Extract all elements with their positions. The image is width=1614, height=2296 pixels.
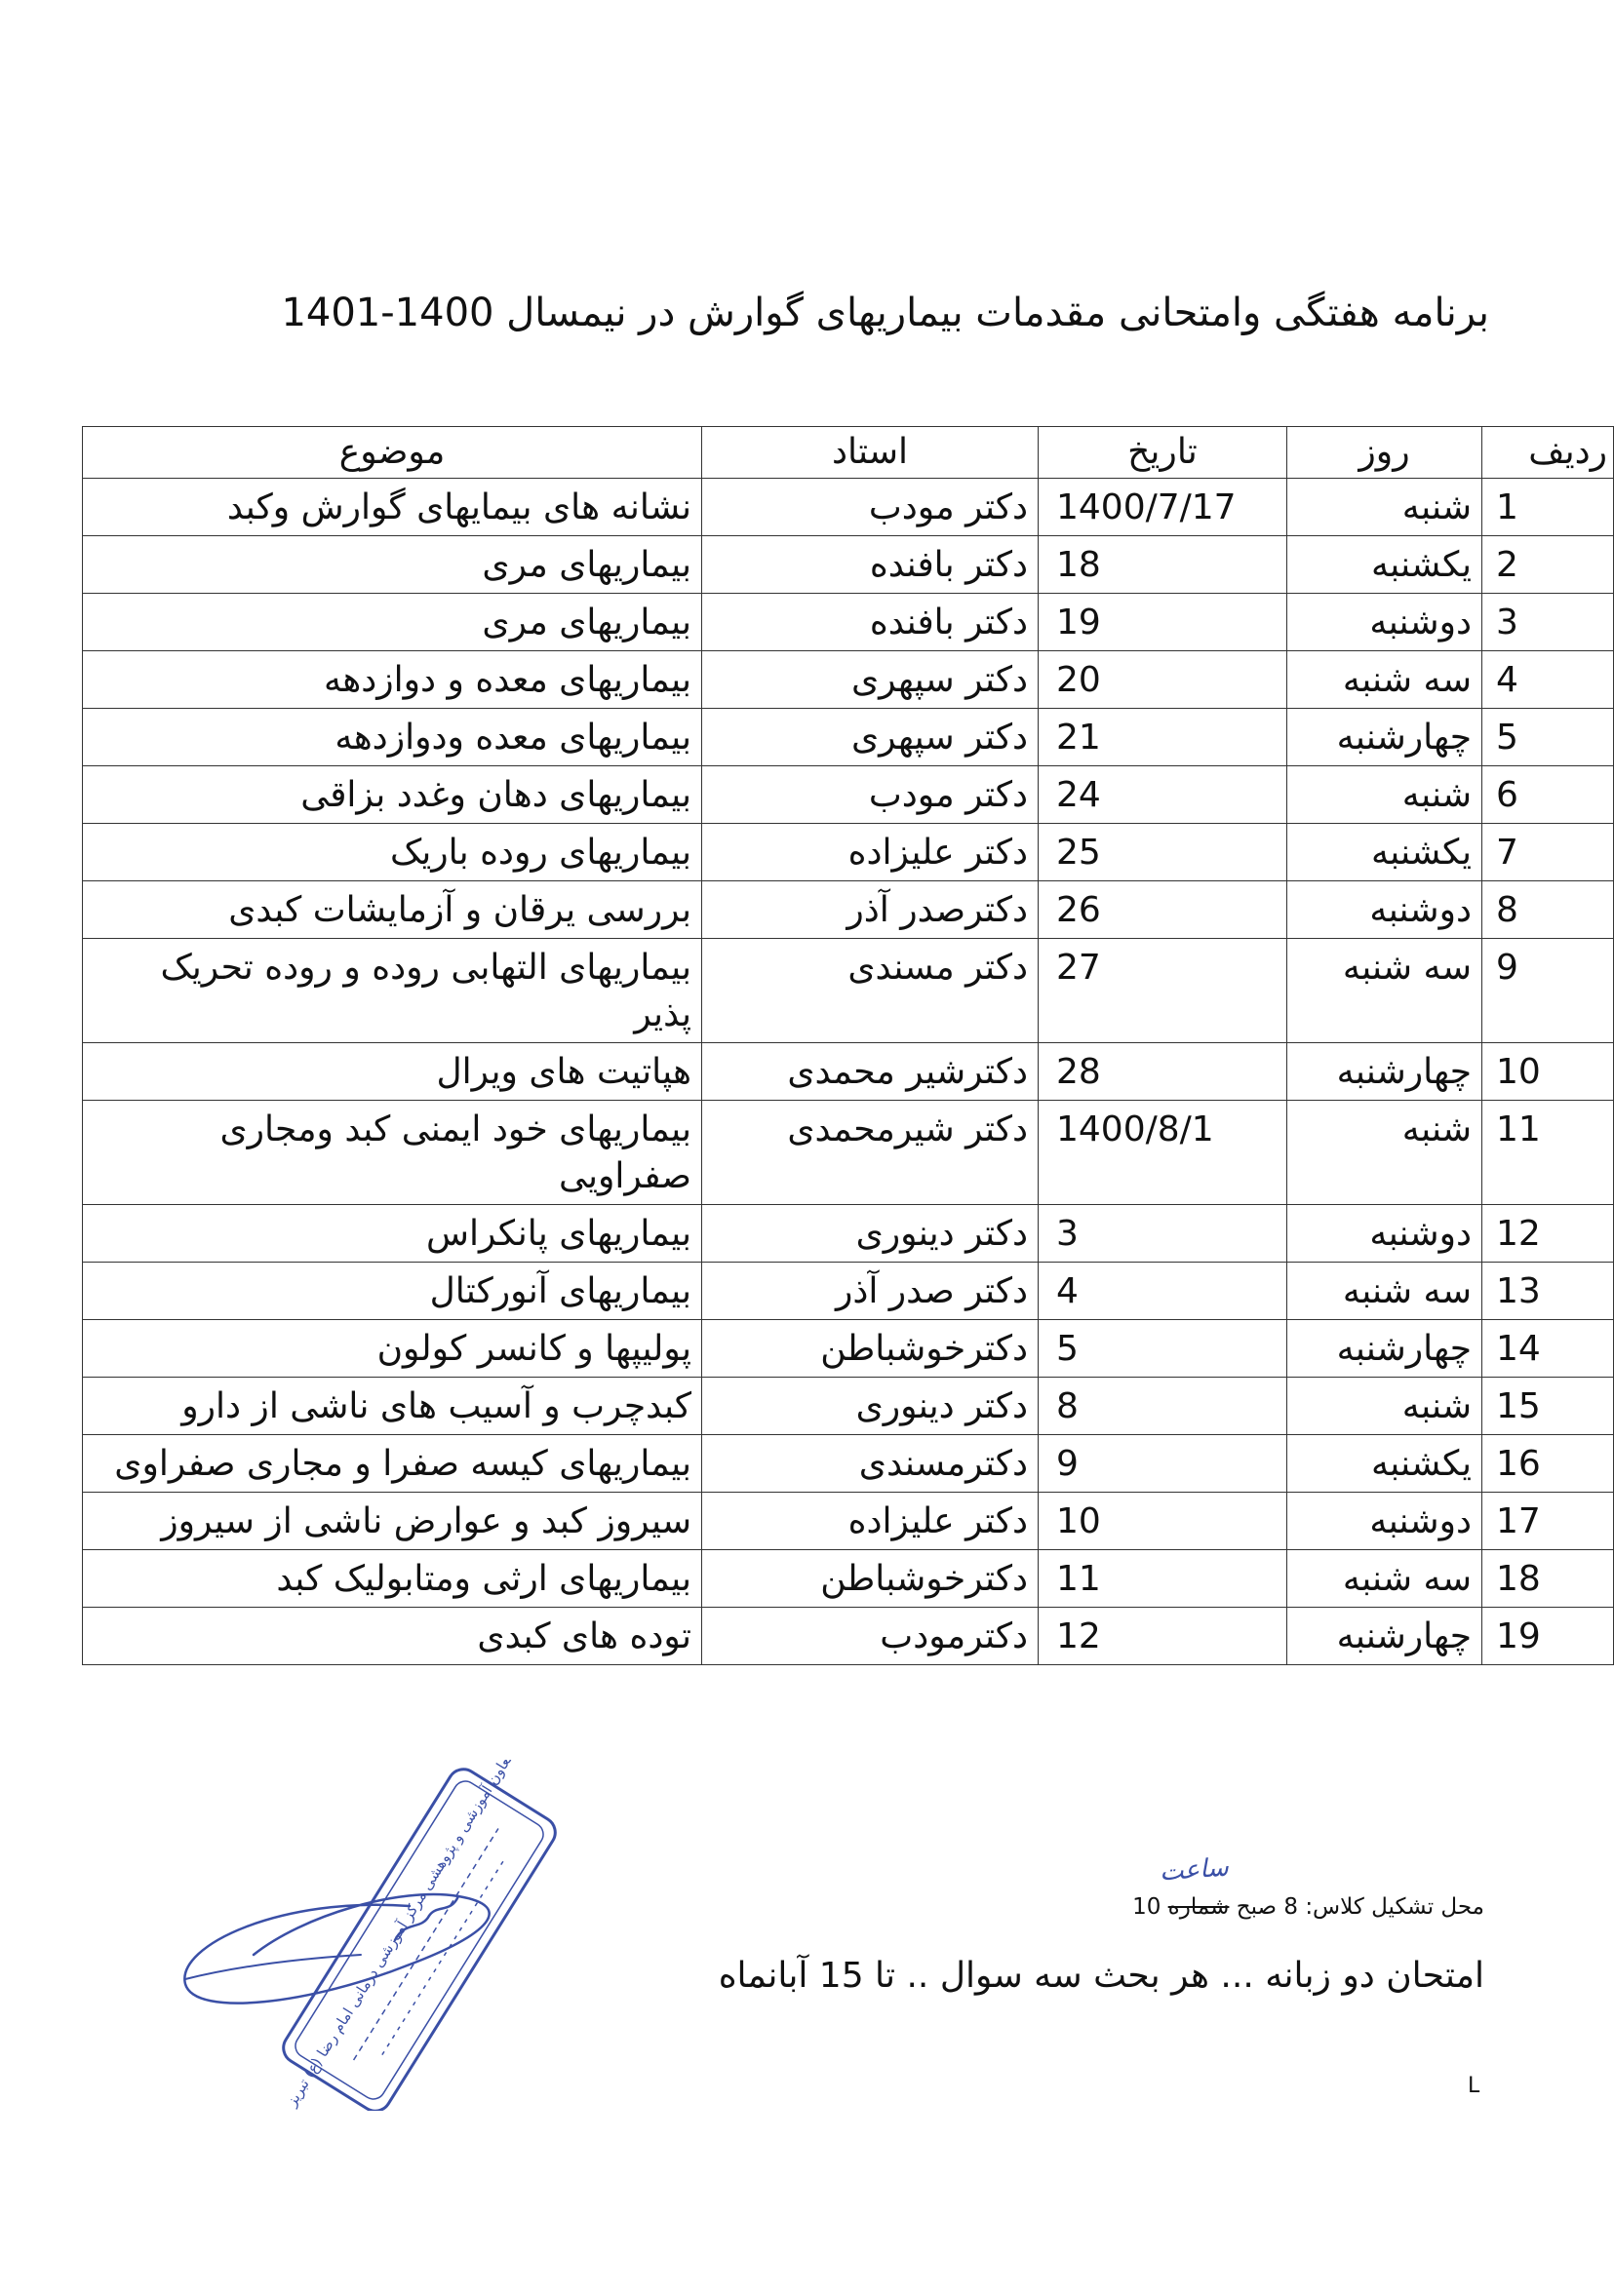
table-row xyxy=(83,536,1614,594)
cell-topic: بیماریهای خود ایمنی کبد ومجاری صفراویی xyxy=(83,1101,702,1205)
cell-day: شنبه xyxy=(1287,1378,1482,1435)
cell-date: 21 xyxy=(1039,709,1287,766)
cell-teacher: دکترخوشباطن xyxy=(702,1550,1039,1608)
cell-topic: بیماریهای کیسه صفرا و مجاری صفراوی xyxy=(83,1435,702,1493)
cell-topic: نشانه های بیمایهای گوارش وکبد xyxy=(83,479,702,536)
header-date: تاریخ xyxy=(1039,427,1287,479)
cell-teacher: دکتر دینوری xyxy=(702,1205,1039,1263)
cell-date: 1400/8/1 xyxy=(1039,1101,1287,1205)
cell-day: چهارشنبه xyxy=(1287,709,1482,766)
cell-topic: بیماریهای آنورکتال xyxy=(83,1263,702,1320)
cell-row-number: 6 xyxy=(1482,766,1614,824)
cell-day: شنبه xyxy=(1287,766,1482,824)
cell-teacher: دکتر مودب xyxy=(702,479,1039,536)
class-location xyxy=(1132,1892,1484,1922)
table-row xyxy=(83,1550,1614,1608)
cell-date: 24 xyxy=(1039,766,1287,824)
cell-row-number: 11 xyxy=(1482,1101,1614,1205)
cell-row-number: 17 xyxy=(1482,1493,1614,1550)
table-row xyxy=(83,1493,1614,1550)
cell-row-number: 16 xyxy=(1482,1435,1614,1493)
cell-day: شنبه xyxy=(1287,1101,1482,1205)
cell-teacher: دکتر علیزاده xyxy=(702,824,1039,881)
cell-date: 25 xyxy=(1039,824,1287,881)
cell-teacher: دکترخوشباطن xyxy=(702,1320,1039,1378)
cell-day: چهارشنبه xyxy=(1287,1608,1482,1665)
cell-topic: بیماریهای مری xyxy=(83,536,702,594)
header-row-number: ردیف xyxy=(1482,427,1614,479)
cell-topic: بیماریهای مری xyxy=(83,594,702,651)
cell-teacher: دکتر بافنده xyxy=(702,594,1039,651)
cell-day: دوشنبه xyxy=(1287,1493,1482,1550)
cell-teacher: دکتر دینوری xyxy=(702,1378,1039,1435)
cell-teacher: دکتر مسندی xyxy=(702,939,1039,1043)
table-row xyxy=(83,479,1614,536)
cell-date: 20 xyxy=(1039,651,1287,709)
cell-day: سه شنبه xyxy=(1287,651,1482,709)
cell-teacher: دکترمودب xyxy=(702,1608,1039,1665)
table-row xyxy=(83,709,1614,766)
cell-topic: بیماریهای التهابی روده و روده تحریک پذیر xyxy=(83,939,702,1043)
cell-teacher: دکتر سپهری xyxy=(702,709,1039,766)
cell-topic: هپاتیت های ویرال xyxy=(83,1043,702,1101)
schedule-body xyxy=(83,479,1614,1665)
class-location-number: 10 xyxy=(1132,1894,1161,1920)
cell-date: 28 xyxy=(1039,1043,1287,1101)
cell-date: 9 xyxy=(1039,1435,1287,1493)
official-stamp xyxy=(166,1760,595,2111)
table-row xyxy=(83,1435,1614,1493)
cell-day: سه شنبه xyxy=(1287,1550,1482,1608)
cell-day: سه شنبه xyxy=(1287,1263,1482,1320)
cell-row-number: 2 xyxy=(1482,536,1614,594)
table-row xyxy=(83,939,1614,1043)
cell-topic: پولیپها و کانسر کولون xyxy=(83,1320,702,1378)
table-row xyxy=(83,766,1614,824)
cell-row-number: 5 xyxy=(1482,709,1614,766)
table-row xyxy=(83,881,1614,939)
cell-teacher: دکتر مودب xyxy=(702,766,1039,824)
cell-row-number: 12 xyxy=(1482,1205,1614,1263)
cell-day: دوشنبه xyxy=(1287,881,1482,939)
exam-note: امتحان دو زبانه ... هر بحث سه سوال .. تا 15 آبانماه xyxy=(718,1956,1484,1996)
cell-day: دوشنبه xyxy=(1287,594,1482,651)
cell-row-number: 9 xyxy=(1482,939,1614,1043)
cell-teacher: دکترمسندی xyxy=(702,1435,1039,1493)
table-row xyxy=(83,1608,1614,1665)
table-row xyxy=(83,1043,1614,1101)
stamp-text: معاون آموزشی و پژوهشی مرکز آموزشی درمانی امام رضا (ع) تبریز xyxy=(282,1760,519,2110)
cell-day: دوشنبه xyxy=(1287,1205,1482,1263)
cell-day: سه شنبه xyxy=(1287,939,1482,1043)
class-location-label: محل تشکیل کلاس: xyxy=(1305,1894,1484,1920)
cell-row-number: 15 xyxy=(1482,1378,1614,1435)
cell-day: شنبه xyxy=(1287,479,1482,536)
cell-date: 8 xyxy=(1039,1378,1287,1435)
cell-topic: بیماریهای دهان وغدد بزاقی xyxy=(83,766,702,824)
table-row xyxy=(83,824,1614,881)
cell-day: یکشنبه xyxy=(1287,1435,1482,1493)
cell-date: 10 xyxy=(1039,1493,1287,1550)
cell-row-number: 19 xyxy=(1482,1608,1614,1665)
cell-row-number: 10 xyxy=(1482,1043,1614,1101)
cell-row-number: 13 xyxy=(1482,1263,1614,1320)
header-teacher: استاد xyxy=(702,427,1039,479)
cell-teacher: دکتر بافنده xyxy=(702,536,1039,594)
cell-row-number: 7 xyxy=(1482,824,1614,881)
cell-date: 12 xyxy=(1039,1608,1287,1665)
header-day: روز xyxy=(1287,427,1482,479)
table-row xyxy=(83,1378,1614,1435)
table-header-row xyxy=(83,427,1614,479)
cell-topic: توده های کبدی xyxy=(83,1608,702,1665)
cell-row-number: 18 xyxy=(1482,1550,1614,1608)
cell-row-number: 14 xyxy=(1482,1320,1614,1378)
cell-row-number: 8 xyxy=(1482,881,1614,939)
cell-day: یکشنبه xyxy=(1287,824,1482,881)
page-letter: L xyxy=(1468,2074,1480,2098)
cell-teacher: دکترصدر آذر xyxy=(702,881,1039,939)
cell-teacher: دکتر علیزاده xyxy=(702,1493,1039,1550)
cell-date: 27 xyxy=(1039,939,1287,1043)
table-row xyxy=(83,651,1614,709)
page-title: برنامه هفتگی وامتحانی مقدمات بیماریهای گوارش در نیمسال 1400-1401 xyxy=(281,291,1489,335)
cell-date: 11 xyxy=(1039,1550,1287,1608)
cell-day: چهارشنبه xyxy=(1287,1043,1482,1101)
cell-topic: بیماریهای ارثی ومتابولیک کبد xyxy=(83,1550,702,1608)
cell-teacher: دکتر سپهری xyxy=(702,651,1039,709)
cell-teacher: دکتر شیرمحمدی xyxy=(702,1101,1039,1205)
table-row xyxy=(83,1320,1614,1378)
cell-date: 3 xyxy=(1039,1205,1287,1263)
cell-topic: سیروز کبد و عوارض ناشی از سیروز xyxy=(83,1493,702,1550)
cell-teacher: دکترشیر محمدی xyxy=(702,1043,1039,1101)
cell-date: 18 xyxy=(1039,536,1287,594)
handwritten-note: ساعت xyxy=(1159,1852,1230,1887)
schedule-table xyxy=(82,426,1614,1665)
cell-day: یکشنبه xyxy=(1287,536,1482,594)
cell-date: 4 xyxy=(1039,1263,1287,1320)
cell-date: 19 xyxy=(1039,594,1287,651)
cell-topic: کبدچرب و آسیب های ناشی از دارو xyxy=(83,1378,702,1435)
class-location-struck: شماره xyxy=(1167,1894,1230,1920)
table-row xyxy=(83,1205,1614,1263)
cell-topic: بررسی یرقان و آزمایشات کبدی xyxy=(83,881,702,939)
cell-row-number: 1 xyxy=(1482,479,1614,536)
cell-topic: بیماریهای روده باریک xyxy=(83,824,702,881)
cell-row-number: 3 xyxy=(1482,594,1614,651)
class-location-time: 8 صبح xyxy=(1236,1894,1298,1920)
cell-row-number: 4 xyxy=(1482,651,1614,709)
cell-teacher: دکتر صدر آذر xyxy=(702,1263,1039,1320)
table-row xyxy=(83,594,1614,651)
cell-date: 5 xyxy=(1039,1320,1287,1378)
cell-topic: بیماریهای معده ودوازدهه xyxy=(83,709,702,766)
cell-topic: بیماریهای پانکراس xyxy=(83,1205,702,1263)
cell-day: چهارشنبه xyxy=(1287,1320,1482,1378)
cell-date: 26 xyxy=(1039,881,1287,939)
table-row xyxy=(83,1263,1614,1320)
header-topic: موضوع xyxy=(83,427,702,479)
stamp-signature-graphic xyxy=(166,1760,595,2111)
cell-topic: بیماریهای معده و دوازدهه xyxy=(83,651,702,709)
table-row xyxy=(83,1101,1614,1205)
cell-date: 1400/7/17 xyxy=(1039,479,1287,536)
